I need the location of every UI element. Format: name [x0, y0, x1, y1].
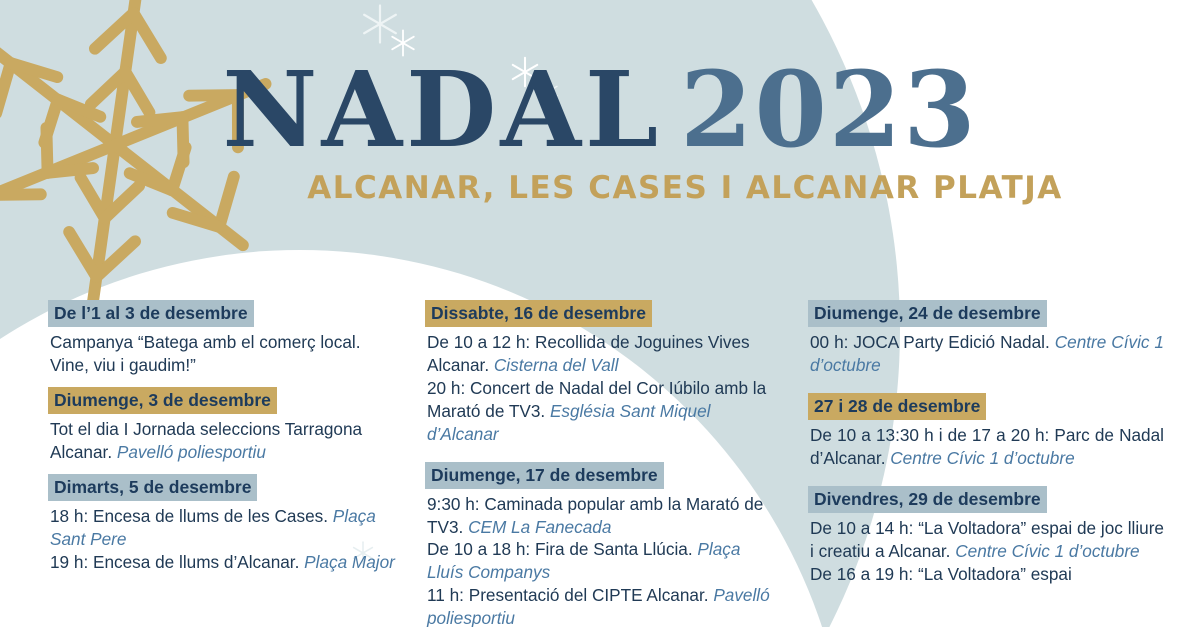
entry-text: Tot el dia I Jornada seleccions Tarragona Alcanar.: [50, 419, 363, 462]
schedule-column-3: [808, 300, 1168, 627]
schedule-entry: [808, 486, 1168, 586]
entry-date-heading: Diumenge, 24 de desembre: [808, 300, 1047, 327]
entry-body: [808, 517, 1168, 563]
schedule-entry: [808, 300, 1168, 377]
entry-place: Plaça Sant Pere: [50, 505, 376, 549]
entry-body: [425, 377, 780, 446]
entry-body: [425, 584, 780, 627]
entry-date-heading: 27 i 28 de desembre: [808, 393, 986, 420]
entry-text: Campanya “Batega amb el comerç local. Vine, viu i gaudim!”: [50, 332, 361, 375]
entry-date-heading: Dissabte, 16 de desembre: [425, 300, 652, 327]
entry-place: Església Sant Miquel d’Alcanar: [427, 400, 711, 444]
entry-date-heading: Diumenge, 3 de desembre: [48, 387, 277, 414]
entry-text: De 10 a 13:30 h i de 17 a 20 h: Parc de Nadal d’Alcanar.: [810, 425, 1164, 468]
entry-text: 11 h: Presentació del CIPTE Alcanar.: [427, 585, 709, 606]
entry-body: [425, 538, 780, 584]
entry-body: [48, 551, 403, 574]
entry-text: 9:30 h: Caminada popular amb la Marató de TV3.: [427, 493, 764, 537]
schedule-column-2: [425, 300, 780, 627]
entry-place: Centre Cívic 1 d’octubre: [810, 332, 1164, 375]
schedule-entry: [425, 462, 780, 627]
entry-place: CEM La Fanecada: [468, 516, 612, 537]
entry-date-heading: Diumenge, 17 de desembre: [425, 462, 664, 489]
entry-body: [48, 418, 403, 464]
entry-place: Pavelló poliesportiu: [427, 585, 770, 627]
entry-body: [808, 563, 1168, 586]
entry-text: De 10 a 18 h: Fira de Santa Llúcia.: [427, 539, 693, 560]
entry-text: 00 h: JOCA Party Edició Nadal.: [810, 332, 1050, 353]
entry-body: [808, 331, 1168, 377]
entry-text: 18 h: Encesa de llums de les Cases.: [50, 505, 329, 526]
title-word-year: 2023: [680, 48, 978, 171]
entry-date-heading: Dimarts, 5 de desembre: [48, 474, 257, 501]
poster-subtitle: ALCANAR, LES CASES I ALCANAR PLATJA: [307, 170, 1063, 206]
entry-place: Plaça Lluís Companys: [427, 539, 741, 583]
entry-text: De 16 a 19 h: “La Voltadora” espai: [810, 563, 1072, 584]
schedule-column-1: [48, 300, 403, 627]
entry-date-heading: De l’1 al 3 de desembre: [48, 300, 254, 327]
entry-place: Plaça Major: [304, 551, 395, 572]
schedule-entry: [425, 300, 780, 446]
page-title: [0, 48, 1200, 171]
entry-place: Centre Cívic 1 d’octubre: [890, 447, 1075, 468]
poster-title-block: [0, 48, 1200, 206]
entry-body: [48, 331, 403, 377]
entry-text: 20 h: Concert de Nadal del Cor Iúbilo amb la Marató de TV3.: [427, 377, 767, 421]
schedule-entry: [48, 474, 403, 574]
schedule-entry: [48, 300, 403, 377]
entry-date-heading: Divendres, 29 de desembre: [808, 486, 1047, 513]
schedule-entry: [808, 393, 1168, 470]
entry-place: Pavelló poliesportiu: [116, 441, 266, 462]
entry-text: De 10 a 14 h: “La Voltadora” espai de joc lliure i creatiu a Alcanar.: [810, 517, 1164, 561]
entry-body: [808, 424, 1168, 470]
schedule-entry: [48, 387, 403, 464]
entry-place: Cisterna del Vall: [493, 355, 619, 375]
entry-place: Centre Cívic 1 d’octubre: [955, 540, 1140, 561]
entry-body: [425, 331, 780, 377]
title-word-nadal: NADAL: [222, 48, 663, 171]
entry-text: De 10 a 12 h: Recollida de Joguines Vives Alcanar.: [427, 332, 750, 375]
entry-body: [425, 493, 780, 539]
entry-text: 19 h: Encesa de llums d’Alcanar.: [50, 551, 300, 572]
entry-body: [48, 505, 403, 551]
schedule-columns: [0, 300, 1200, 627]
